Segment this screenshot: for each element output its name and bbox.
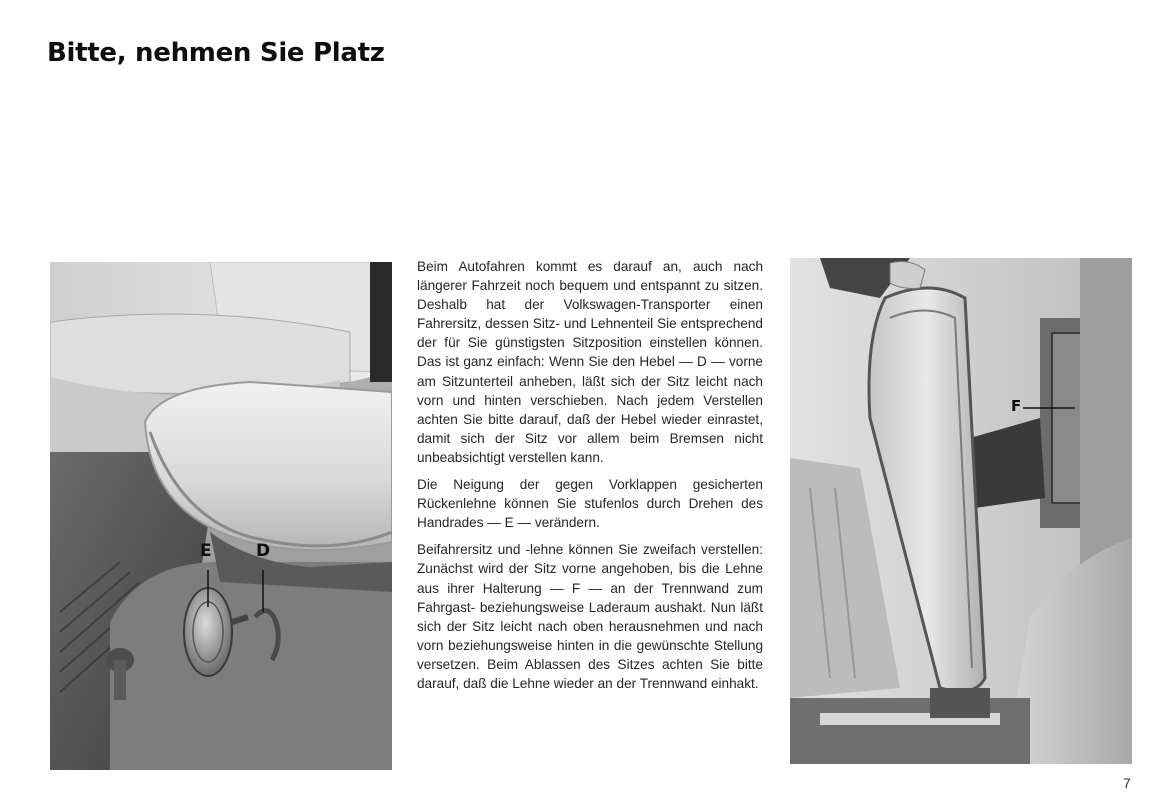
label-d: D [256,541,271,561]
paragraph-passenger-seat: Beifahrersitz und -lehne können Sie zweifach verstellen: Zunächst wird der Sitz vorne angehoben, bis die Lehne aus ihrer Halterung — F — an der Trennwand zum Fahrgast- beziehungsweise Laderaum aushakt. Nun läßt sich der Sitz leicht nach oben herausnehmen und nach vorn beziehungsweise hinten in die gewünschte Stellung versetzen. Beim Ablassen des Sitzes achten Sie bitte darauf, daß die Lehne wieder an der Trennwand einhakt. [417,542,763,691]
page-title: Bitte, nehmen Sie Platz [47,38,385,68]
driver-seat-photo [50,262,392,770]
page-number: 7 [1123,775,1131,791]
label-f: F [1011,397,1022,415]
body-text [417,257,763,701]
paragraph-driver-seat: Beim Autofahren kommt es darauf an, auch nach längerer Fahrzeit noch bequem und entspannt zu sitzen. Deshalb hat der Volkswagen-Transporter einen Fahrersitz, dessen Sitz- und Lehnenteil Sie entsprechend der für Sie günstigsten Sitzposition einstellen können. Das ist ganz einfach: Wenn Sie den Hebel — D — vorne am Sitzunterteil anheben, läßt sich der Sitz leicht nach vorn und hinten verschieben. Nach jedem Verstellen achten Sie bitte darauf, daß der Hebel wieder einrastet, damit sich der Sitz vor allem beim Bremsen nicht unbeabsichtigt verstellen kann. [417,259,763,465]
label-e: E [200,541,212,561]
passenger-seat-photo [790,258,1132,764]
paragraph-backrest: Die Neigung der gegen Vorklappen gesicherten Rückenlehne können Sie stufenlos durch Drehen des Handrades — E — verändern. [417,477,763,531]
